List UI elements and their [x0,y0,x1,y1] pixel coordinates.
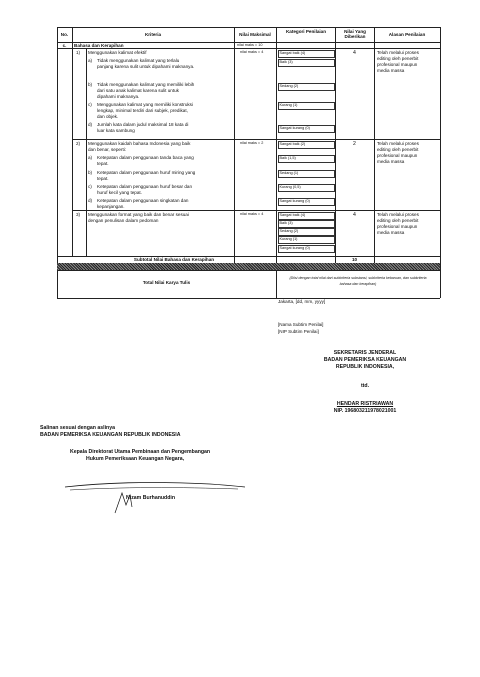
header-no: No. [60,32,69,37]
item2-number: 2) [76,141,81,146]
copy-line-1: Salinan sesuai dengan aslinya [40,425,115,431]
header-nilai-maksimal: Nilai Maksimal [239,32,271,37]
item2-sub-c-line1: Ketepatan dalam penggunaan huruf besar dan [97,184,193,189]
item2-sub-c-label: c) [88,184,92,189]
item1-sub-b-line1: Tidak menggunakan kalimat yang memiliki lebih [97,82,195,87]
item1-score: 4 [353,50,356,56]
item3-max: nilai maks = 4 [240,212,264,216]
item2-score: 2 [353,141,356,147]
header-nilai-diberikan: Nilai Yang Diberikan [344,29,366,40]
item1-title: Menggunakan kalimat efektif [88,50,147,55]
header-kategori: Kategori Penilaian [285,29,327,34]
item3-number: 3) [76,212,81,217]
item3-kategori-3: Sedang (2) [279,228,299,233]
copy-title-2: Hukum Pemeriksaan Keuangan Negara, [86,456,185,462]
signature-scribble [60,465,250,515]
item1-number: 1) [76,50,81,55]
section-title: Bahasa dan Kerapihan [74,43,124,48]
item3-score: 4 [353,212,356,218]
item2-title-1: Menggunakan kaidah bahasa Indonesia yang baik [88,141,191,146]
item2-kategori-4: Kurang (0,5) [279,184,301,189]
item1-sub-a-label: a) [88,58,93,63]
item2-title-2: dan benar, seperti: [88,147,127,152]
total-label: Total Nilai Karya Tulis [142,280,191,285]
secretary-ttd: ttd. [360,383,370,389]
item3-kategori-4: Kurang (1) [279,236,298,241]
item1-sub-b-line2: dari satu anak kalimat karena sulit untuk [97,88,179,93]
item1-sub-c-line3: dan objek. [97,114,119,119]
item2-max: nilai maks = 2 [240,141,264,145]
item2-sub-b-label: b) [88,170,93,175]
total-note-2: bahasa dan kerapihan) [339,282,377,286]
item2-kategori-3: Sedang (1) [279,170,299,175]
header-alasan: Alasan Penilaian [388,32,426,37]
item1-sub-d-line2: luar kata sambung [97,128,135,133]
item1-sub-a-line2: panjang karena sulit untuk dipahami maknanya. [97,64,195,69]
item3-alasan-1: Telah melalui proses [377,212,419,217]
item2-sub-d-line2: kepanjangan. [97,204,125,209]
item3-alasan-4: media massa [377,230,405,235]
item2-sub-d-label: d) [88,198,93,203]
subtotal-score: 10 [351,257,358,262]
item3-kategori-5: Sangat kurang (0) [279,245,310,250]
item1-kategori-2: Baik (3) [279,59,293,64]
item2-sub-d-line1: Ketepatan dalam penggunaan singkatan dan [97,198,189,203]
item1-kategori-1: Sangat baik (4) [279,50,306,55]
section-letter: c. [62,43,67,48]
item2-sub-b-line1: Ketepatan dalam penggunaan huruf miring yang [97,170,196,175]
item1-sub-c-line1: Menggunakan kalimat yang memiliki konstruksi [97,102,193,107]
item1-alasan-2: editing oleh penerbit [377,56,419,61]
item1-sub-d-label: d) [88,122,93,127]
section-max: nilai maks = 10 [237,43,263,47]
reviewer-name: [Nama Subtim Penilai] [278,322,324,327]
item1-sub-c-line2: lengkap, minimal terdiri dari subjek, predikat, [97,108,188,113]
place-date: Jakarta, [dd, mm, yyyy] [278,299,326,304]
item2-alasan-2: editing oleh penerbit [377,147,419,152]
item3-alasan-2: editing oleh penerbit [377,218,419,223]
item2-alasan-4: media massa [377,159,405,164]
item2-sub-a-line2: tepat. [97,161,109,166]
copy-line-2: BADAN PEMERIKSA KEUANGAN REPUBLIK INDONESIA [40,432,181,438]
item1-max: nilai maks = 4 [240,50,264,54]
item1-alasan-3: profesional maupun [377,62,418,67]
item2-kategori-1: Sangat baik (2) [279,141,306,146]
total-note-1: (Diisi dengan total nilai dari subkriteria substansi, subkriteria kebaruan, dan subkriteria [289,276,427,280]
item3-kategori-1: Sangat baik (4) [279,212,306,217]
header-kriteria: Kriteria [144,32,162,37]
item1-kategori-5: Sangat kurang (0) [279,125,310,130]
item2-alasan-3: profesional maupun [377,153,418,158]
copy-title-1: Kepala Direktorat Utama Pembinaan dan Pengembangan [70,449,211,455]
item3-kategori-2: Baik (3) [279,220,293,225]
item1-alasan-4: media massa [377,68,405,73]
item2-sub-b-line2: tepat. [97,176,109,181]
item1-alasan-1: Telah melalui proses [377,50,419,55]
item2-alasan-1: Telah melalui proses [377,141,419,146]
secretary-name: HENDAR RISTRIAWAN [336,401,394,407]
item1-sub-b-label: b) [88,82,93,87]
item2-kategori-5: Sangat kurang (0) [279,198,310,203]
subtotal-label: Subtotal Nilai Bahasa dan Kerapihan [133,257,215,262]
copy-signer: Nizam Burhanuddin [126,495,175,501]
item1-sub-d-line1: Jumlah kata dalam judul maksimal 18 kata di [97,122,189,127]
secretary-title-3: REPUBLIK INDONESIA, [335,364,395,370]
item1-kategori-3: Sedang (2) [279,83,299,88]
item1-sub-a-line1: Tidak menggunakan kalimat yang terlalu [97,58,180,63]
item3-title-2: dengan penulisan dalam pedoman [88,218,159,223]
secretary-title-1: SEKRETARIS JENDERAL [333,350,397,356]
item1-sub-b-line3: dipahami maknanya. [97,94,140,99]
reviewer-nip: [NIP Subtim Penilai] [278,329,319,334]
item2-sub-a-label: a) [88,155,93,160]
item3-title-1: Menggunakan format yang baik dan benar sesuai [88,212,189,217]
secretary-title-2: BADAN PEMERIKSA KEUANGAN [323,357,407,363]
item1-sub-c-label: c) [88,102,92,107]
item2-sub-a-line1: Ketepatan dalam penggunaan tanda baca yang [97,155,194,160]
secretary-nip: NIP. 196803211978021001 [333,408,397,414]
item1-kategori-4: Kurang (1) [279,102,298,107]
item3-alasan-3: profesional maupun [377,224,418,229]
item2-sub-c-line2: huruf kecil yang tepat. [97,190,142,195]
item2-kategori-2: Baik (1,5) [279,155,296,160]
